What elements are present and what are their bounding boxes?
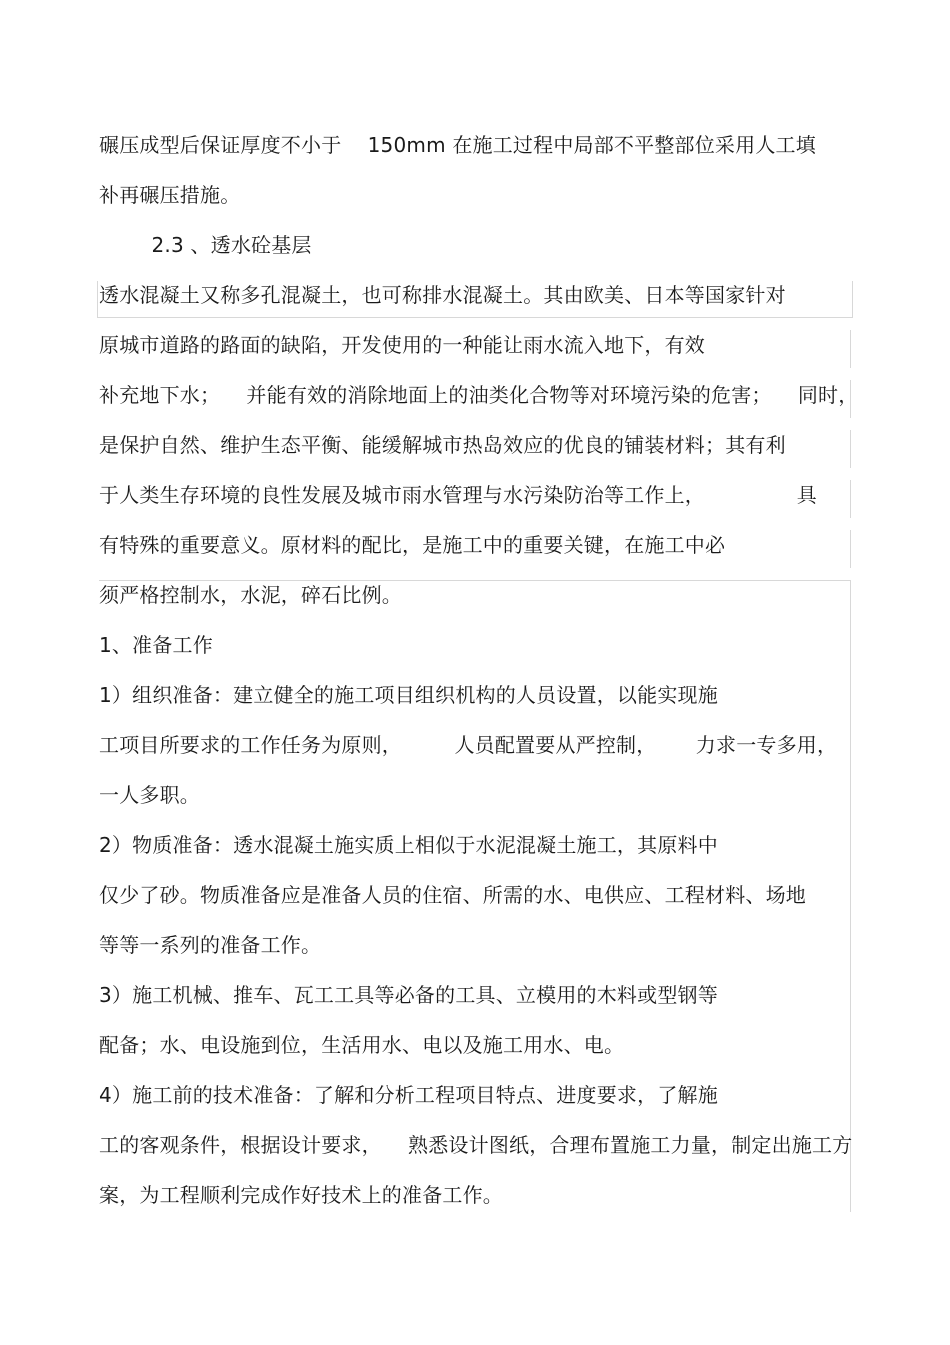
- text-line: 补再碾压措施。: [99, 183, 241, 207]
- list-item: 1）组织准备：建立健全的施工项目组织机构的人员设置，以能实现施: [99, 683, 718, 707]
- list-item: 3）施工机械、推车、瓦工工具等必备的工具、立模用的木料或型钢等: [99, 983, 718, 1007]
- frame-right-edge: [850, 430, 851, 468]
- text-line: 一人多职。: [99, 783, 200, 807]
- frame-right-edge: [850, 580, 851, 1212]
- list-item: 4）施工前的技术准备：了解和分析工程项目特点、进度要求，了解施: [99, 1083, 718, 1107]
- text-line: 工的客观条件，根据设计要求， 熟悉设计图纸，合理布置施工力量，制定出施工方: [99, 1133, 853, 1157]
- list-item: 2）物质准备：透水混凝土施实质上相似于水泥混凝土施工，其原料中: [99, 833, 718, 857]
- frame-right-edge: [850, 330, 851, 368]
- frame-right-edge: [850, 530, 851, 568]
- text-line: 于人类生存环境的良性发展及城市雨水管理与水污染防治等工作上， 具: [99, 483, 818, 507]
- text-line: 是保护自然、维护生态平衡、能缓解城市热岛效应的优良的铺装材料；其有利: [99, 433, 786, 457]
- text-line: 补充地下水； 并能有效的消除地面上的油类化合物等对环境污染的危害； 同时，: [99, 383, 859, 407]
- text-line: 有特殊的重要意义。原材料的配比，是施工中的重要关键，在施工中必: [99, 533, 726, 557]
- text-line: 等等一系列的准备工作。: [99, 933, 322, 957]
- text-line: 原城市道路的路面的缺陷，开发使用的一种能让雨水流入地下，有效: [99, 333, 705, 357]
- text-line: 碾压成型后保证厚度不小于 150mm 在施工过程中局部不平整部位采用人工填: [99, 133, 816, 157]
- frame-right-edge: [850, 480, 851, 518]
- list-heading: 1、准备工作: [99, 633, 213, 657]
- text-line: 配备；水、电设施到位，生活用水、电以及施工用水、电。: [99, 1033, 625, 1057]
- text-line: 案，为工程顺利完成作好技术上的准备工作。: [99, 1183, 503, 1207]
- section-heading: 2.3 、透水砼基层: [99, 233, 312, 257]
- text-line: 须严格控制水，水泥，碎石比例。: [99, 583, 402, 607]
- text-line: 仅少了砂。物质准备应是准备人员的住宿、所需的水、电供应、工程材料、场地: [99, 883, 806, 907]
- text-line: 透水混凝土又称多孔混凝土，也可称排水混凝土。其由欧美、日本等国家针对: [99, 283, 786, 307]
- text-line: 工项目所要求的工作任务为原则， 人员配置要从严控制， 力求一专多用，: [99, 733, 838, 757]
